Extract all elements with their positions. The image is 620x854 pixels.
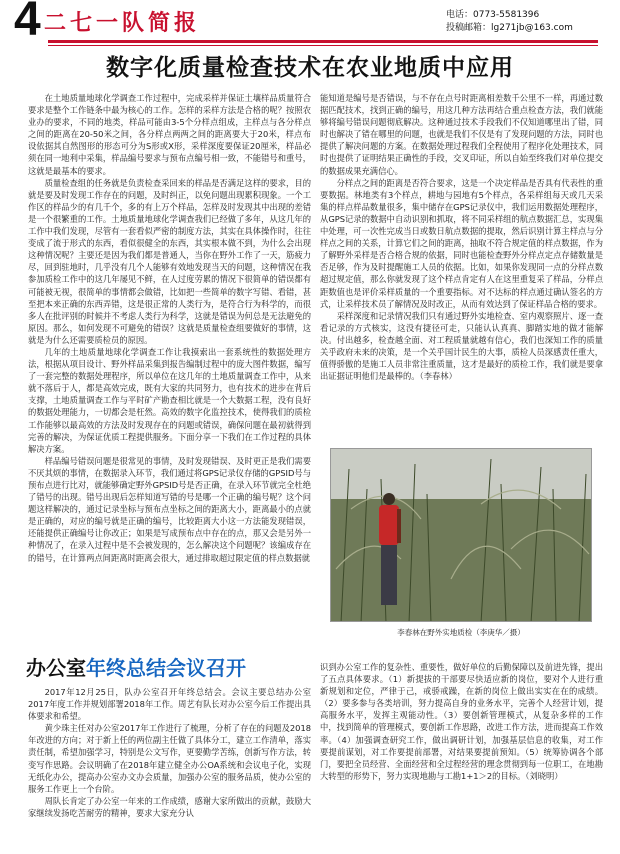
photo-caption: 李春林在野外实地质检（李庚华／摄） bbox=[397, 628, 525, 637]
second-article-headline bbox=[26, 656, 316, 680]
masthead-rule-thin bbox=[48, 45, 598, 46]
contact-info bbox=[446, 9, 596, 35]
article-left-column bbox=[28, 92, 311, 644]
article-paragraph: 分样点之间的距离是否符合要求，这是一个决定样品是否具有代表性的重要数据。林地类有3个样点，耕地与园地有5个样点，各采样组每天或几天采集的样点样品数量很多，集中储存在GPS记录仪中，我们运用数据处理程序，从GPS记录的数据中自动识别和抓取，将不同采样组的航点数据汇总，实现集中处理，可一次性完成当日或数日航点数据的提取，然后识别计算主样点与分样点之间的关系，计算它们之间的距离，抽取不符合规定值的样点数据，作为了解野外采样是否合格合规的依据，同时也能检查野外分样点定点存储数量是否足够，作为及时提醒施工人员的依据。比如，如果你发现同一点的分样点数超过规定值，那么你就发现了这个样点肯定有人在这里重复采了样品，分样点距数值也是评价采样质量的一个重要指标。对不达标的样点通过确认签名的方式，让采样技术员了解情况及时改正，从而有效达到了保证样品合格的要求。 bbox=[320, 177, 603, 309]
masthead-rule-thick bbox=[48, 40, 598, 43]
email-line: 投稿邮箱：lg271jb@163.com bbox=[446, 23, 573, 33]
phone-line: 电话：0773-5581396 bbox=[446, 10, 540, 20]
article-headline: 数字化质量检查技术在农业地质中应用 bbox=[106, 55, 514, 81]
second-article-right-column bbox=[320, 661, 603, 851]
headline-black-part: 办公室 bbox=[26, 656, 86, 680]
headline-blue-part: 年终总结会议召开 bbox=[86, 656, 246, 680]
second-article-left-column bbox=[28, 686, 311, 848]
article-paragraph: 黄少珠主任对办公室2017年工作进行了梳理，分析了存在的问题及2018年改进的方向；对于新上任的两位副主任做了具体分工，建立工作清单，落实责任制，希望加强学习，特别是公文写作，更要勤学苦练，创新写作方法，转变写作思路。会议明确了在2018年建立健全办公OA系统和会议电子化，实现无纸化办公，提高办公室办文办会质量，加强办公室的服务品质，使办公室的服务工作更上一个台阶。 bbox=[28, 723, 311, 794]
article-right-column bbox=[320, 92, 603, 442]
article-paragraph: 样品编号错误问题是很常见的事情，及时发现错误、及时更正是我们需要不厌其烦的事情，在数据录入环节，我们通过将GPS记录仪存储的GPSID号与预布点进行比对，就能够确定野外GPSID号是否正确，在录入环节就完全杜绝了错号的出现。错号出现后怎样知道写错的号是哪一个正确的编号呢？这个问题这样解决的，通过记录坐标与预布点坐标之间的距离大小，距离最小的点就是正确的，对应的编号就是正确的编号，比较距离大小这一方法能发现错误，还能提供正确编号让你改正；如果是写成预布点中存在的点，那又会是另外一种情况了，在录入过程中是不会被发现的，怎么解决这个问题呢？该编成存在的错号，在计算两点间距离时距离会很大，通过排取超过限定值的样点数据就 bbox=[28, 455, 311, 563]
article-paragraph-continued: 识到办公室工作的复杂性、重要性，做好单位的后勤保障以及前进先锋，提出了五点具体要求。（1）新提拔的干部要尽快适应新的岗位，要对个人进行重新规划和定位，严律于己，戒骄戒躁，在新的岗位上做出实实在在的成绩。（2）要多参与各类培训，努力提高自身的业务水平，完善个人经营计划，提高服务水平，发挥主观能动性。（3）要创新管理模式，从复杂多样的工作中，找到简单的管理模式，要创新工作思路，改进工作方法，进而提高工作效率。（4）加强调查研究工作，做出调研计划，加强基层信息的收集，对工作要提前谋划，对工作要提前部署，对结果要提前预知。（5）统筹协调各个部门，要把全员经营、全面经营和全过程经营的理念贯彻到每一位职工，在地勘大转型的形势下，努力实现地勘与工勘1+1＞2的目标。（刘晓明） bbox=[320, 662, 603, 781]
photo-illustration bbox=[331, 449, 592, 622]
article-paragraph: 在土地质量地球化学调查工作过程中，完成采样并保证土壤样品质量符合要求是整个工作链条中最为核心的工作。怎样的采样方法是合格的呢？按照农业办的要求，不同的地类，样品可能由3-5个分样点组成，主样点与各分样点之间的距离在20-50米之间，各分样点两两之间的距离要大于20米，样点布设依据其自然图形的形态可分为S形或X形，采样深度要保证20厘米，样品必须在同一地利中采集，样品编号要求与预布点编号相一致，不能错号和重号，这就是最基本的要求。 bbox=[28, 93, 311, 176]
article-paragraph-continued: 能知道是编号是否错误，与不存在点号时距离相差数千公里不一样，再通过数据匹配技术，找到正确的编号，用这几种方法再结合重点检查方法，我们就能够将编号错误问题彻底解决。这种通过技术手段我们不仅知道哪里出了错，同时也解决了错在哪里的问题，也就是我们不仅是有了发现问题的方法，同时也提供了解决问题的方案。在数据处理过程我们全程使用了程序化处理技术，同时也提供了证明结果正确性的手段，交叉印证，所以自始至终我们对单位提交的数据成果充满信心。 bbox=[320, 93, 603, 176]
field-inspection-photo bbox=[330, 448, 592, 622]
article-paragraph: 2017年12月25日，队办公室召开年终总结会。会议主要总结办公室2017年度工作并规划部署2018年工作。周艺有队长对办公室今后工作提出具体要求和希望。 bbox=[28, 687, 311, 722]
paper-name: 二七一队简报 bbox=[44, 10, 201, 36]
article-paragraph: 质量检查组的任务就是负责检查采回来的样品是否满足这样的要求，目的就是要及时发现工作存在的问题，及时纠正，以免问题出现累积现象。一个工作区的样品少的有几千个，多的有上万个样品，怎样及时发现其中出现的差错是一个很繁重的工作。土地质量地球化学调查我们已经做了多年，从这几年的工作中我们发现，尽管有一套看似严密的制度方法，其实在具体操作时，往往变成了流于形式的东西，看似很健全的东西，其实根本做不到，为什么会出现这种情况呢？主要还是因为我们都是普通人，当你在野外工作了一天，筋疲力尽，回到驻地时，几乎没有几个人能够有效地发现当天的问题，这种情况在我参加质检工作中的这几年屡见不鲜，在人过度劳累的情况下很简单的错误都有可能被无视，很简单的事情都会做错，比如把一些简单的数字写错、看错，甚至把本来正确的东西弄错，这是很正常的人类行为，是符合行为科学的，而很多人在批评别的时候并不考虑人类行为科学，这就是错误为何总是无法避免的原因。那么，如何发现不可避免的错误？这就是质量检查组要做好的事情，这就是为什么还需要质检员的原因。 bbox=[28, 177, 311, 345]
article-paragraph: 几年的土地质量地球化学调查工作让我摸索出一套系统性的数据处理方法，根据从项目设计、野外样品采集到报告编制过程中的庞大图件数据，编写了一套完整的数据处理程序，所以单位在这几年的土地质量调查工作中，从来就不落后于人，都是高效完成，既有大家的共同努力，也有技术的进步在背后支撑，土地质量调查工作与平时矿产勘查相比就是一个大数据工程，没有良好的数据处理能力，一切都会是枉然。高效的数字化监控技术，使得我们的质检工作能够以最高效的方法及时发现存在的问题或错误，确保问题在最初就得到完善的解决，为保证优质工程提供服务。下面分享一下我们在工作过程的具体解决方案。 bbox=[28, 346, 311, 454]
article-paragraph: 采样深度和记录情况我们只有通过野外实地检查、室内观察照片、逐一查看记录的方式核实，这没有捷径可走，只能认认真真、脚踏实地的做才能解决。付出越多，检查越全面、对工程质量就越有信心，我们也深知工作的质量关乎政府未来的决策，是一个关乎国计民生的大事，质检人员深感责任重大，值得骄傲的是施工人员非常注重质量，这才是最好的质检工作，我们就是要拿出证据证明他们是最棒的。（李春林） bbox=[320, 310, 603, 382]
article-paragraph: 周队长肯定了办公室一年来的工作成绩，感谢大家所做出的贡献，鼓励大家继续发扬吃苦耐劳的精神，要求大家充分认 bbox=[28, 795, 311, 818]
masthead bbox=[0, 0, 620, 44]
page-number: 4 bbox=[14, 0, 41, 46]
